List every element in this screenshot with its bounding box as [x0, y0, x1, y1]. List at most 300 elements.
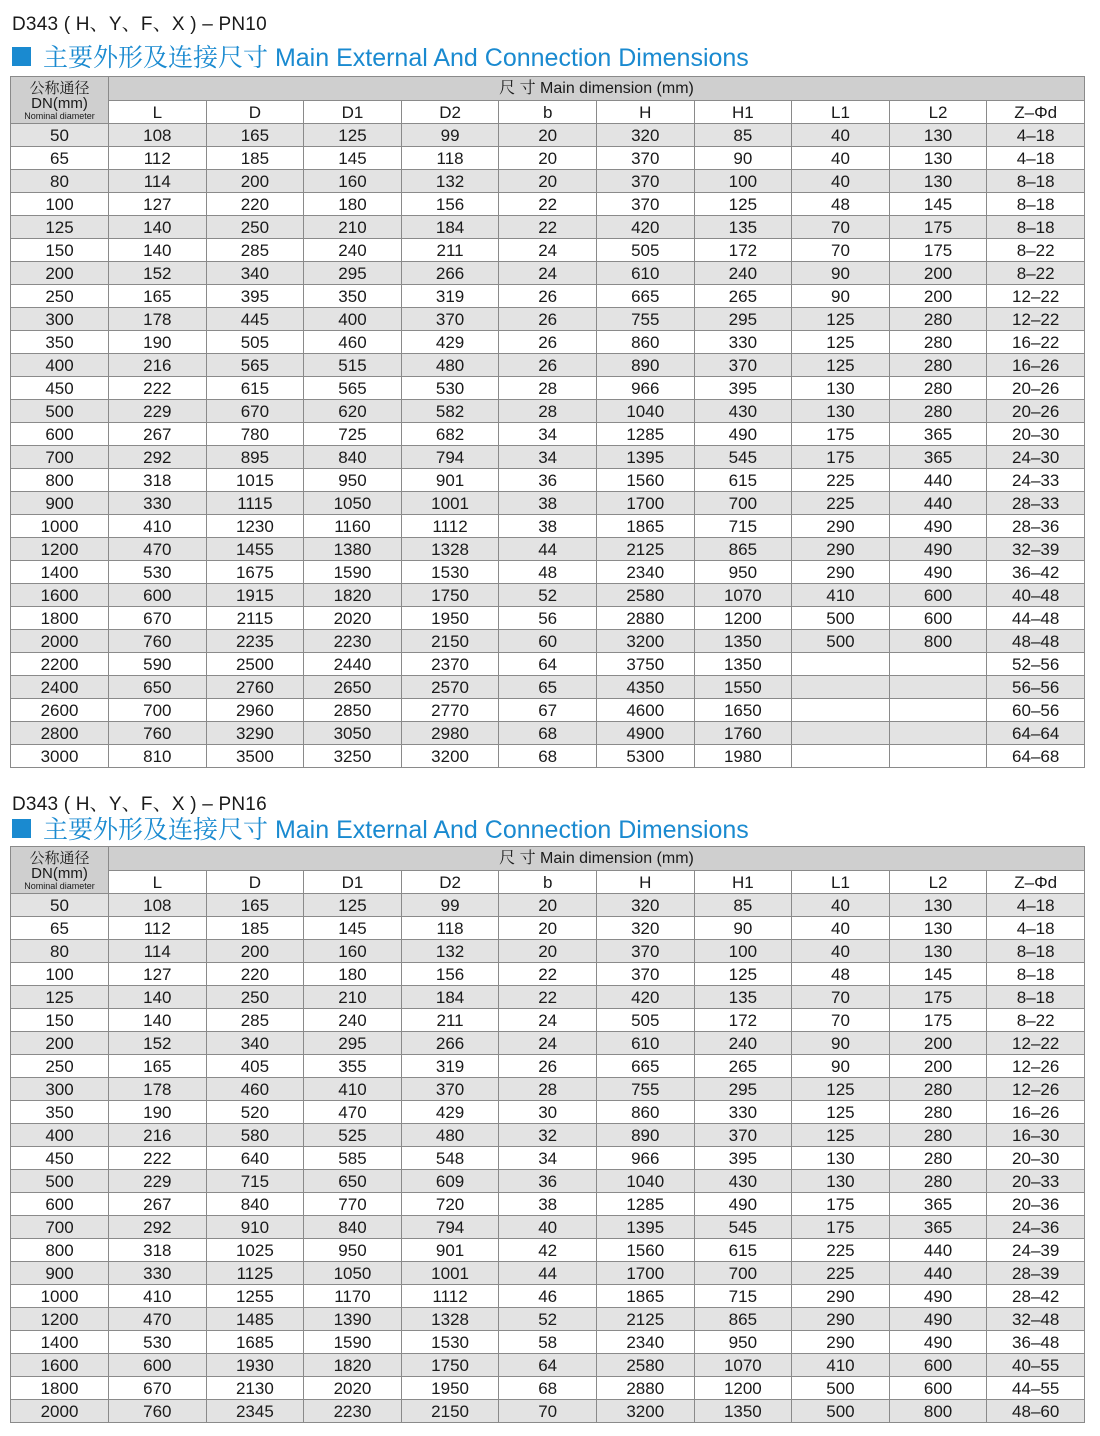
table-cell: 1530: [401, 1331, 499, 1354]
pn10-table-body: [11, 124, 1085, 768]
table-cell: 125: [792, 1078, 890, 1101]
table-cell: 222: [109, 377, 207, 400]
table-cell: 1750: [401, 584, 499, 607]
table-cell: 500: [792, 1377, 890, 1400]
table-cell: 1170: [304, 1285, 402, 1308]
table-cell: 901: [401, 469, 499, 492]
dn-header-unit: DN(mm): [31, 94, 88, 112]
table-cell: 36–42: [987, 561, 1085, 584]
table-cell: 860: [596, 1101, 694, 1124]
table-cell: 292: [109, 446, 207, 469]
dn-cell: 1600: [11, 1354, 109, 1377]
table-cell: 8–18: [987, 193, 1085, 216]
table-cell: 44: [499, 1262, 597, 1285]
table-row: [11, 400, 1085, 423]
table-cell: 1001: [401, 492, 499, 515]
table-cell: 670: [206, 400, 304, 423]
table-cell: 1590: [304, 561, 402, 584]
table-cell: 582: [401, 400, 499, 423]
table-row: [11, 354, 1085, 377]
table-cell: 794: [401, 446, 499, 469]
table-cell: 90: [694, 917, 792, 940]
table-cell: 130: [889, 147, 987, 170]
table-row: [11, 1308, 1085, 1331]
table-cell: 1560: [596, 1239, 694, 1262]
table-cell: [792, 722, 890, 745]
table-cell: 225: [792, 1239, 890, 1262]
table-cell: 429: [401, 1101, 499, 1124]
table-cell: 40: [792, 917, 890, 940]
table-cell: 320: [596, 917, 694, 940]
dn-cell: 65: [11, 917, 109, 940]
table-cell: 1350: [694, 1400, 792, 1423]
column-header: D2: [401, 871, 499, 894]
table-cell: 370: [694, 1124, 792, 1147]
table-cell: 16–26: [987, 354, 1085, 377]
table-cell: 20: [499, 124, 597, 147]
table-cell: 910: [206, 1216, 304, 1239]
table-cell: 700: [694, 492, 792, 515]
dn-cell: 600: [11, 423, 109, 446]
table-cell: 290: [792, 538, 890, 561]
table-cell: 1455: [206, 538, 304, 561]
table-cell: 240: [694, 262, 792, 285]
table-cell: 670: [109, 607, 207, 630]
table-cell: 68: [499, 1377, 597, 1400]
table-cell: 860: [596, 331, 694, 354]
column-header: D: [206, 101, 304, 124]
column-header: H: [596, 871, 694, 894]
dn-header-unit: DN(mm): [31, 864, 88, 882]
table-cell: 319: [401, 1055, 499, 1078]
table-row: [11, 1147, 1085, 1170]
table-cell: [889, 722, 987, 745]
table-cell: 1285: [596, 1193, 694, 1216]
dn-cell: 2000: [11, 1400, 109, 1423]
table-cell: 145: [889, 963, 987, 986]
table-cell: 26: [499, 308, 597, 331]
table-cell: 112: [109, 147, 207, 170]
table-cell: 20: [499, 894, 597, 917]
table-cell: 8–18: [987, 986, 1085, 1009]
table-cell: [889, 699, 987, 722]
table-cell: 211: [401, 1009, 499, 1032]
table-cell: 530: [401, 377, 499, 400]
table-cell: 665: [596, 1055, 694, 1078]
table-cell: 125: [694, 963, 792, 986]
table-cell: 48: [499, 561, 597, 584]
table-cell: 44–48: [987, 607, 1085, 630]
table-cell: 2345: [206, 1400, 304, 1423]
table-cell: 682: [401, 423, 499, 446]
table-cell: 28–36: [987, 515, 1085, 538]
table-cell: 52: [499, 1308, 597, 1331]
table-cell: 175: [792, 1193, 890, 1216]
table-cell: 600: [109, 584, 207, 607]
column-header: D2: [401, 101, 499, 124]
table-cell: 36: [499, 469, 597, 492]
table-cell: 20–36: [987, 1193, 1085, 1216]
table-cell: 200: [889, 1032, 987, 1055]
main-dimension-header: 尺 寸 Main dimension (mm): [109, 77, 1085, 101]
table-cell: 240: [304, 1009, 402, 1032]
dn-cell: 400: [11, 354, 109, 377]
table-cell: 28: [499, 400, 597, 423]
table-cell: 125: [792, 1101, 890, 1124]
table-cell: 2340: [596, 1331, 694, 1354]
table-cell: 184: [401, 986, 499, 1009]
table-cell: 70: [792, 986, 890, 1009]
table-cell: 267: [109, 423, 207, 446]
dn-cell: 450: [11, 377, 109, 400]
table-cell: 365: [889, 446, 987, 469]
table-row: [11, 308, 1085, 331]
table-row: [11, 193, 1085, 216]
table-cell: 185: [206, 147, 304, 170]
dn-cell: 400: [11, 1124, 109, 1147]
table-cell: 20–26: [987, 377, 1085, 400]
table-cell: 500: [792, 1400, 890, 1423]
table-cell: 90: [792, 285, 890, 308]
table-cell: 590: [109, 653, 207, 676]
table-cell: 70: [792, 216, 890, 239]
table-cell: 1485: [206, 1308, 304, 1331]
table-cell: 22: [499, 963, 597, 986]
table-cell: 565: [304, 377, 402, 400]
table-cell: 8–22: [987, 262, 1085, 285]
table-cell: 250: [206, 216, 304, 239]
table-cell: 429: [401, 331, 499, 354]
table-cell: 2340: [596, 561, 694, 584]
table-cell: 132: [401, 170, 499, 193]
column-header: H1: [694, 871, 792, 894]
table-cell: 2850: [304, 699, 402, 722]
table-cell: 125: [304, 124, 402, 147]
dn-cell: 50: [11, 894, 109, 917]
table-cell: 20–30: [987, 423, 1085, 446]
table-cell: 130: [889, 917, 987, 940]
table-cell: 280: [889, 1147, 987, 1170]
table-cell: 490: [694, 423, 792, 446]
table-cell: 1200: [694, 607, 792, 630]
table-cell: 38: [499, 1193, 597, 1216]
table-cell: 280: [889, 331, 987, 354]
table-cell: 405: [206, 1055, 304, 1078]
table-cell: 2880: [596, 1377, 694, 1400]
table-cell: [889, 653, 987, 676]
table-cell: 1530: [401, 561, 499, 584]
table-cell: 68: [499, 722, 597, 745]
table-row: [11, 1285, 1085, 1308]
table-cell: 28–42: [987, 1285, 1085, 1308]
table-row: [11, 676, 1085, 699]
table-cell: 165: [206, 894, 304, 917]
table-cell: 40: [499, 1216, 597, 1239]
table-cell: 420: [596, 216, 694, 239]
table-cell: 280: [889, 1170, 987, 1193]
table-cell: 70: [792, 239, 890, 262]
table-cell: 600: [109, 1354, 207, 1377]
pn16-dimension-table: [10, 846, 1085, 1423]
table-row: [11, 1400, 1085, 1423]
table-cell: 1112: [401, 515, 499, 538]
table-cell: 2150: [401, 1400, 499, 1423]
table-cell: 130: [889, 940, 987, 963]
table-cell: 112: [109, 917, 207, 940]
table-cell: 240: [304, 239, 402, 262]
table-row: [11, 699, 1085, 722]
table-cell: 90: [792, 1055, 890, 1078]
column-header: L1: [792, 101, 890, 124]
table-cell: 70: [499, 1400, 597, 1423]
table-cell: 515: [304, 354, 402, 377]
table-cell: 130: [792, 377, 890, 400]
table-row: [11, 653, 1085, 676]
table-cell: 1750: [401, 1354, 499, 1377]
table-cell: 1650: [694, 699, 792, 722]
table-cell: 280: [889, 354, 987, 377]
table-cell: 318: [109, 1239, 207, 1262]
table-cell: 216: [109, 354, 207, 377]
table-cell: 175: [792, 1216, 890, 1239]
table-cell: [792, 745, 890, 768]
table-cell: 800: [889, 1400, 987, 1423]
table-cell: 420: [596, 986, 694, 1009]
table-cell: 130: [792, 400, 890, 423]
dn-cell: 2600: [11, 699, 109, 722]
table-cell: 280: [889, 400, 987, 423]
table-cell: 26: [499, 331, 597, 354]
table-cell: 152: [109, 262, 207, 285]
table-cell: 20: [499, 940, 597, 963]
table-cell: 580: [206, 1124, 304, 1147]
table-cell: 280: [889, 1078, 987, 1101]
table-cell: 8–22: [987, 1009, 1085, 1032]
table-cell: 370: [401, 308, 499, 331]
table-row: [11, 1124, 1085, 1147]
table-cell: 340: [206, 262, 304, 285]
table-cell: 28–33: [987, 492, 1085, 515]
table-cell: 1255: [206, 1285, 304, 1308]
dn-header-cn: 公称通径: [29, 79, 90, 97]
pn16-heading: [12, 810, 749, 846]
table-cell: 175: [792, 446, 890, 469]
table-row: [11, 515, 1085, 538]
table-cell: 8–18: [987, 963, 1085, 986]
table-cell: 966: [596, 377, 694, 400]
table-row: [11, 1331, 1085, 1354]
table-row: [11, 1009, 1085, 1032]
table-cell: 370: [596, 940, 694, 963]
table-cell: 127: [109, 193, 207, 216]
table-cell: 250: [206, 986, 304, 1009]
table-cell: 16–26: [987, 1101, 1085, 1124]
table-cell: 1001: [401, 1262, 499, 1285]
table-cell: 490: [889, 1285, 987, 1308]
table-cell: 330: [109, 1262, 207, 1285]
table-cell: 470: [109, 1308, 207, 1331]
table-cell: 1230: [206, 515, 304, 538]
table-cell: 160: [304, 170, 402, 193]
table-cell: 184: [401, 216, 499, 239]
table-cell: 160: [304, 940, 402, 963]
table-cell: 1980: [694, 745, 792, 768]
table-cell: 1015: [206, 469, 304, 492]
table-cell: 1865: [596, 1285, 694, 1308]
table-cell: 8–18: [987, 216, 1085, 239]
column-header: H1: [694, 101, 792, 124]
table-cell: 24–39: [987, 1239, 1085, 1262]
table-cell: 52: [499, 584, 597, 607]
table-cell: 1025: [206, 1239, 304, 1262]
table-cell: 145: [889, 193, 987, 216]
table-cell: 319: [401, 285, 499, 308]
table-row: [11, 1354, 1085, 1377]
table-cell: 480: [401, 1124, 499, 1147]
column-header: D1: [304, 101, 402, 124]
table-cell: 4–18: [987, 124, 1085, 147]
table-cell: 2770: [401, 699, 499, 722]
table-cell: 505: [206, 331, 304, 354]
table-cell: 145: [304, 917, 402, 940]
dn-cell: 450: [11, 1147, 109, 1170]
table-cell: 200: [889, 285, 987, 308]
table-cell: 225: [792, 1262, 890, 1285]
table-cell: 280: [889, 1101, 987, 1124]
table-cell: 770: [304, 1193, 402, 1216]
table-cell: 140: [109, 986, 207, 1009]
table-cell: 295: [694, 1078, 792, 1101]
table-cell: 720: [401, 1193, 499, 1216]
table-cell: 44: [499, 538, 597, 561]
pn16-table-body: [11, 894, 1085, 1423]
table-cell: 26: [499, 1055, 597, 1078]
table-cell: 64: [499, 1354, 597, 1377]
table-cell: 175: [889, 239, 987, 262]
table-row: [11, 745, 1085, 768]
table-row: [11, 216, 1085, 239]
table-cell: 1915: [206, 584, 304, 607]
table-cell: 3050: [304, 722, 402, 745]
column-header: L2: [889, 871, 987, 894]
dn-header-en: Nominal diameter: [24, 880, 95, 891]
pn10-heading: [12, 38, 749, 74]
table-cell: 140: [109, 239, 207, 262]
table-cell: 20: [499, 917, 597, 940]
table-cell: 1112: [401, 1285, 499, 1308]
table-cell: 1350: [694, 653, 792, 676]
table-cell: 190: [109, 1101, 207, 1124]
table-cell: 24: [499, 262, 597, 285]
table-cell: 365: [889, 423, 987, 446]
dn-header-cell: [11, 847, 109, 894]
table-cell: 3200: [401, 745, 499, 768]
table-cell: 4–18: [987, 147, 1085, 170]
table-cell: 290: [792, 515, 890, 538]
table-cell: 950: [694, 561, 792, 584]
table-cell: 118: [401, 147, 499, 170]
table-cell: 48–60: [987, 1400, 1085, 1423]
table-cell: 165: [109, 1055, 207, 1078]
table-cell: 290: [792, 1331, 890, 1354]
table-cell: 24: [499, 239, 597, 262]
dn-cell: 1800: [11, 1377, 109, 1400]
table-cell: 3500: [206, 745, 304, 768]
table-cell: 370: [596, 963, 694, 986]
table-cell: 1395: [596, 446, 694, 469]
dn-header-en: Nominal diameter: [24, 110, 95, 121]
table-cell: 2760: [206, 676, 304, 699]
table-cell: [792, 676, 890, 699]
table-cell: 178: [109, 308, 207, 331]
table-cell: 1350: [694, 630, 792, 653]
table-cell: 64–68: [987, 745, 1085, 768]
table-cell: 265: [694, 1055, 792, 1078]
table-cell: 34: [499, 446, 597, 469]
table-cell: 175: [792, 423, 890, 446]
table-cell: 156: [401, 963, 499, 986]
column-header: L1: [792, 871, 890, 894]
table-cell: 890: [596, 354, 694, 377]
table-cell: 200: [206, 940, 304, 963]
table-cell: 410: [792, 584, 890, 607]
dn-cell: 350: [11, 331, 109, 354]
table-cell: 865: [694, 538, 792, 561]
table-cell: 22: [499, 193, 597, 216]
table-cell: 2150: [401, 630, 499, 653]
table-cell: 780: [206, 423, 304, 446]
column-header: D1: [304, 871, 402, 894]
table-cell: 12–26: [987, 1078, 1085, 1101]
table-cell: 178: [109, 1078, 207, 1101]
dn-cell: 500: [11, 1170, 109, 1193]
table-cell: 3750: [596, 653, 694, 676]
table-cell: 108: [109, 124, 207, 147]
table-cell: 615: [694, 1239, 792, 1262]
table-cell: 530: [109, 561, 207, 584]
table-cell: 500: [792, 630, 890, 653]
table-cell: 840: [206, 1193, 304, 1216]
table-cell: 370: [596, 147, 694, 170]
table-cell: 615: [206, 377, 304, 400]
table-cell: 20–30: [987, 1147, 1085, 1170]
table-cell: 440: [889, 1239, 987, 1262]
column-header: D: [206, 871, 304, 894]
table-cell: 40–55: [987, 1354, 1085, 1377]
table-row: [11, 1216, 1085, 1239]
table-cell: 600: [889, 584, 987, 607]
table-cell: 670: [109, 1377, 207, 1400]
table-cell: 525: [304, 1124, 402, 1147]
table-cell: 145: [304, 147, 402, 170]
table-cell: 5300: [596, 745, 694, 768]
table-cell: 505: [596, 239, 694, 262]
table-cell: 1950: [401, 607, 499, 630]
table-cell: 12–26: [987, 1055, 1085, 1078]
table-cell: 58: [499, 1331, 597, 1354]
table-cell: 460: [206, 1078, 304, 1101]
table-cell: 135: [694, 986, 792, 1009]
table-cell: 500: [792, 607, 890, 630]
table-cell: 56–56: [987, 676, 1085, 699]
table-cell: 1050: [304, 1262, 402, 1285]
table-row: [11, 147, 1085, 170]
table-cell: 64–64: [987, 722, 1085, 745]
table-cell: 12–22: [987, 1032, 1085, 1055]
table-cell: 266: [401, 262, 499, 285]
table-cell: 490: [889, 538, 987, 561]
table-cell: 755: [596, 308, 694, 331]
